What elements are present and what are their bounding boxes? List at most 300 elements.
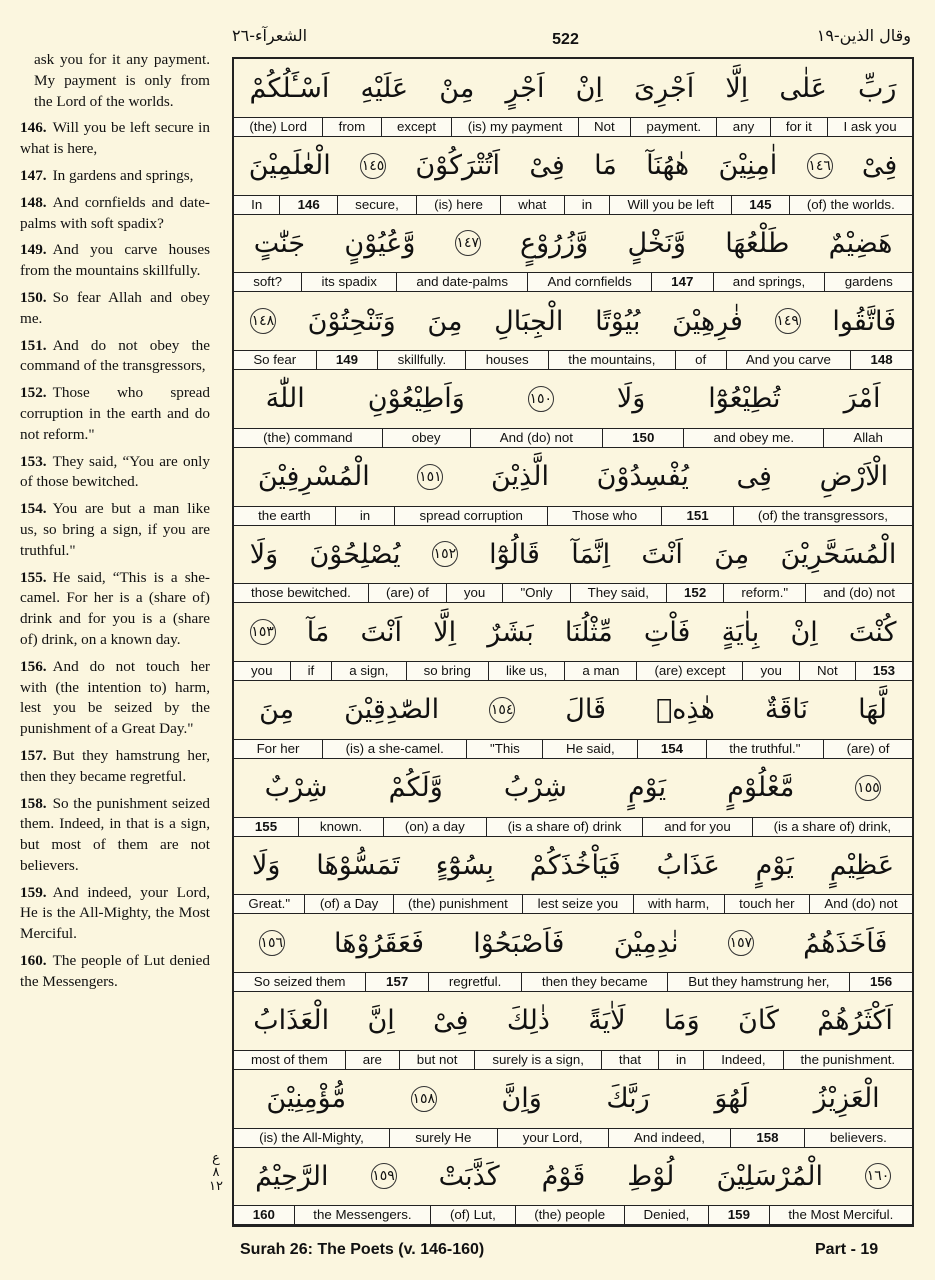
- verse-text: They said, “You are only of those bewitched.: [20, 452, 210, 491]
- verse-translation: [20, 118, 210, 160]
- arabic-word: فٰرِهِيْنَ: [672, 305, 743, 337]
- ayah-number-cell: 151: [661, 507, 732, 525]
- arabic-word: جَنّٰتٍ: [253, 227, 306, 259]
- verse-number: 151.: [20, 336, 47, 354]
- arabic-word: لَاٰيَةً: [588, 1005, 626, 1037]
- verse-text: In gardens and springs,: [52, 166, 194, 184]
- word-translation-cell: (is) a she-camel.: [322, 740, 466, 758]
- verse-translation: [20, 568, 210, 651]
- verse-translation: [20, 499, 210, 561]
- verse-translation: [20, 50, 210, 112]
- translation-line: [234, 1205, 912, 1225]
- ayah-number-marker: ١٤٦: [807, 153, 833, 179]
- word-translation-cell: like us,: [488, 662, 564, 680]
- word-translation-cell: in: [335, 507, 395, 525]
- arabic-word: فِى: [736, 461, 772, 493]
- arabic-word: وَلَا: [249, 538, 279, 570]
- arabic-word: اِلَّا: [433, 616, 457, 648]
- arabic-word: يُصْلِحُوْنَ: [309, 538, 401, 570]
- arabic-word: عَظِيْمٍ: [829, 849, 895, 881]
- translation-line: [234, 195, 912, 215]
- word-translation-cell: any: [716, 118, 769, 136]
- word-translation-cell: Indeed,: [703, 1051, 782, 1069]
- word-translation-cell: that: [601, 1051, 658, 1069]
- word-translation-cell: (are) except: [636, 662, 742, 680]
- grid-row: [234, 1147, 912, 1225]
- arabic-word: اٰمِنِيْنَ: [718, 150, 778, 182]
- arabic-word: فَاْتِ: [643, 616, 691, 648]
- arabic-word: هٰهُنَآ: [646, 150, 690, 182]
- word-translation-cell: regretful.: [428, 973, 521, 991]
- arabic-word: فِىْ: [433, 1005, 469, 1037]
- word-translation-cell: I ask you: [827, 118, 912, 136]
- arabic-word: كَذَّبَتْ: [438, 1160, 500, 1192]
- verse-number: 149.: [20, 241, 47, 259]
- arabic-word: هٰذِهٖ: [656, 694, 715, 726]
- word-translation-cell: the mountains,: [548, 351, 675, 369]
- arabic-word: عَلَيْهِ: [360, 72, 409, 104]
- ayah-number-cell: 160: [252, 1207, 275, 1223]
- verse-number: 154.: [20, 500, 47, 518]
- arabic-word: وَّنَخْلٍ: [627, 227, 686, 259]
- translation-column: [20, 50, 210, 999]
- ayah-number-marker: ١٥٨: [411, 1086, 437, 1112]
- word-translation-cell: So seized them: [253, 974, 346, 990]
- grid-row: [234, 137, 912, 215]
- word-translation-cell: most of them: [250, 1051, 328, 1067]
- word-translation-cell: (the) punishment: [393, 895, 523, 913]
- word-translation-cell: Great.": [248, 896, 291, 912]
- word-translation-cell: (is) my payment: [451, 118, 577, 136]
- verse-text: And do not obey the command of the transgressors,: [20, 336, 210, 375]
- word-translation-cell: reform.": [723, 584, 805, 602]
- word-translation-cell: (are) of: [368, 584, 446, 602]
- word-translation-cell: surely He: [389, 1129, 497, 1147]
- verse-number: 150.: [20, 288, 47, 306]
- ayah-number-marker: ١٤٨: [250, 308, 276, 334]
- arabic-word: الَّذِيْنَ: [491, 461, 549, 493]
- translation-line: [234, 817, 912, 837]
- word-translation-cell: lest seize you: [522, 895, 632, 913]
- arabic-word: الْجِبَالِ: [494, 305, 564, 337]
- word-translation-cell: and date-palms: [396, 273, 527, 291]
- word-translation-cell: and obey me.: [683, 429, 823, 447]
- arabic-word: مَا: [594, 150, 617, 182]
- verse-number: 156.: [20, 657, 47, 675]
- arabic-word: اَجْرٍ: [505, 72, 545, 104]
- word-translation-cell: So fear: [253, 352, 297, 368]
- word-translation-cell: (is a share of) drink: [486, 818, 643, 836]
- word-translation-cell: what: [500, 196, 563, 214]
- word-translation-cell: you: [446, 584, 503, 602]
- verse-text: Those who spread corruption in the earth and do not reform.": [20, 384, 210, 443]
- word-translation-cell: and (do) not: [805, 584, 912, 602]
- word-by-word-grid: [232, 57, 914, 1227]
- verse-number: 160.: [20, 952, 47, 970]
- ayah-number-cell: 145: [731, 196, 789, 214]
- word-translation-cell: you: [251, 663, 273, 679]
- word-translation-cell: the Messengers.: [294, 1206, 431, 1224]
- translation-line: [234, 272, 912, 292]
- arabic-word: قَوْمُ: [541, 1160, 586, 1192]
- ayah-number-marker: ١٤٧: [455, 230, 481, 256]
- word-translation-cell: the Most Merciful.: [769, 1206, 912, 1224]
- arabic-word: اِنْ: [790, 616, 818, 648]
- verse-translation: [20, 166, 210, 187]
- ayah-number-marker: ١٥٥: [855, 775, 881, 801]
- ayah-number-cell: 147: [651, 273, 713, 291]
- arabic-word: اَتُتْرَكُوْنَ: [415, 150, 501, 182]
- word-translation-cell: Will you be left: [609, 196, 731, 214]
- word-translation-cell: Not: [578, 118, 630, 136]
- arabic-word: وَّزُرُوْعٍ: [519, 227, 589, 259]
- verse-text: And indeed, your Lord, He is the All-Mighty, the Most Merciful.: [20, 883, 210, 943]
- arabic-word: رَبِّ: [857, 72, 897, 104]
- arabic-word: لَهُوَ: [714, 1083, 749, 1115]
- word-translation-cell: a sign,: [331, 662, 405, 680]
- verse-translation: [20, 951, 210, 993]
- translation-line: [234, 894, 912, 914]
- arabic-word: بِسُوْٓءٍ: [435, 849, 494, 881]
- ayah-number-cell: 153: [855, 662, 912, 680]
- ayah-number-marker: ١٥٣: [250, 619, 276, 645]
- verse-text: ask you for it any payment. My payment is only from the Lord of the worlds.: [34, 51, 210, 110]
- word-translation-cell: (are) of: [823, 740, 912, 758]
- verse-number: 153.: [20, 452, 47, 470]
- arabic-word: مِنَ: [714, 538, 750, 570]
- arabic-line: [234, 681, 912, 739]
- arabic-word: وَاِنَّ: [501, 1083, 542, 1115]
- grid-row: [234, 836, 912, 914]
- translation-line: [234, 506, 912, 526]
- word-translation-cell: touch her: [724, 895, 809, 913]
- arabic-word: عَذَابُ: [656, 849, 720, 881]
- word-translation-cell: for it: [770, 118, 828, 136]
- arabic-line: [234, 1147, 912, 1205]
- arabic-word: مِنَ: [427, 305, 463, 337]
- verse-translation: [20, 883, 210, 945]
- word-translation-cell: (of) a Day: [304, 895, 392, 913]
- arabic-line: [234, 836, 912, 894]
- verse-translation: [20, 288, 210, 330]
- word-translation-cell: (is) here: [416, 196, 500, 214]
- arabic-line: [234, 59, 912, 117]
- ayah-number-marker: ١٥٤: [489, 697, 515, 723]
- arabic-word: الْعَزِيْزُ: [813, 1083, 880, 1115]
- arabic-word: وَتَنْحِتُوْنَ: [307, 305, 396, 337]
- arabic-word: لَّهَا: [858, 694, 887, 726]
- word-translation-cell: you: [742, 662, 799, 680]
- word-translation-cell: For her: [256, 740, 300, 756]
- arabic-word: فَعَقَرُوْهَا: [334, 927, 424, 959]
- verse-number: 152.: [20, 384, 47, 402]
- word-translation-cell: the earth: [258, 507, 311, 523]
- ayah-number-marker: ١٥٦: [259, 930, 285, 956]
- word-translation-cell: They said,: [570, 584, 666, 602]
- verse-translation: [20, 193, 210, 235]
- word-translation-cell: "This: [466, 740, 542, 758]
- word-translation-cell: (of) the transgressors,: [733, 507, 912, 525]
- ayah-number-marker: ١٥٢: [432, 541, 458, 567]
- word-translation-cell: (is) the All-Mighty,: [259, 1129, 364, 1145]
- word-translation-cell: And you carve: [726, 351, 851, 369]
- arabic-word: الْاَرْضِ: [819, 461, 889, 493]
- arabic-line: [234, 292, 912, 350]
- word-translation-cell: And (do) not: [809, 895, 912, 913]
- verse-translation: [20, 794, 210, 877]
- translation-line: [234, 583, 912, 603]
- word-translation-cell: (of) Lut,: [430, 1206, 514, 1224]
- arabic-word: وَمَا: [663, 1005, 700, 1037]
- word-translation-cell: And indeed,: [608, 1129, 730, 1147]
- verse-text: He said, “This is a she-camel. For her is a (share of) drink and for you is a (share of) drink, on a known day.: [20, 568, 210, 648]
- arabic-line: [234, 759, 912, 817]
- verse-text: And cornfields and date-palms with soft spadix?: [20, 193, 210, 232]
- word-translation-cell: obey: [382, 429, 470, 447]
- word-translation-cell: known.: [298, 818, 383, 836]
- ayah-number-cell: 149: [316, 351, 378, 369]
- word-translation-cell: (the) Lord: [249, 119, 307, 134]
- word-translation-cell: (on) a day: [383, 818, 486, 836]
- arabic-word: وَلَا: [616, 383, 646, 415]
- arabic-word: مَّعْلُوْمٍ: [727, 772, 795, 804]
- ayah-number-cell: 155: [254, 818, 278, 834]
- translation-line: [234, 661, 912, 681]
- arabic-word: الْمُرْسَلِيْنَ: [716, 1160, 823, 1192]
- verse-text: Will you be left secure in what is here,: [20, 119, 210, 158]
- grid-row: [234, 681, 912, 759]
- verse-number: 147.: [20, 166, 47, 184]
- arabic-line: [234, 1070, 912, 1128]
- word-translation-cell: its spadix: [301, 273, 396, 291]
- arabic-word: اَمْرَ: [843, 383, 881, 415]
- word-translation-cell: surely is a sign,: [474, 1051, 601, 1069]
- arabic-word: كُنْتَ: [848, 616, 897, 648]
- grid-row: [234, 370, 912, 448]
- grid-row: [234, 1070, 912, 1148]
- grid-row: [234, 59, 912, 137]
- word-translation-cell: Denied,: [624, 1206, 708, 1224]
- header-surah-name: الشعرآء-٢٦: [232, 26, 308, 45]
- verse-number: 157.: [20, 746, 47, 764]
- word-translation-cell: a man: [564, 662, 636, 680]
- grid-row: [234, 292, 912, 370]
- arabic-word: قَالَ: [565, 694, 606, 726]
- ayah-number-marker: ١٤٥: [360, 153, 386, 179]
- word-translation-cell: (the) command: [263, 429, 353, 445]
- arabic-word: اَجْرِىَ: [634, 72, 695, 104]
- arabic-word: الْعَذَابُ: [253, 1005, 330, 1037]
- arabic-word: بُيُوْتًا: [595, 305, 641, 337]
- word-translation-cell: spread corruption: [394, 507, 547, 525]
- arabic-word: وَّعُيُوْنٍ: [344, 227, 416, 259]
- arabic-word: شِرْبٌ: [264, 772, 328, 804]
- word-translation-cell: and springs,: [713, 273, 825, 291]
- word-translation-cell: payment.: [630, 118, 716, 136]
- arabic-word: مُّؤْمِنِيْنَ: [266, 1083, 347, 1115]
- word-translation-cell: with harm,: [633, 895, 724, 913]
- word-translation-cell: In: [251, 196, 263, 212]
- arabic-word: مِّثْلُنَا: [564, 616, 613, 648]
- translation-line: [234, 972, 912, 992]
- verse-number: 158.: [20, 794, 47, 812]
- arabic-word: تَمَسُّوْهَا: [316, 849, 400, 881]
- arabic-word: ذٰلِكَ: [506, 1005, 550, 1037]
- arabic-word: اَكْثَرُهُمْ: [817, 1005, 893, 1037]
- arabic-word: بَشَرٌ: [487, 616, 534, 648]
- verse-text: So fear Allah and obey me.: [20, 288, 210, 327]
- word-translation-cell: then they became: [521, 973, 667, 991]
- word-translation-cell: secure,: [337, 196, 416, 214]
- translation-line: [234, 1050, 912, 1070]
- word-translation-cell: believers.: [804, 1129, 912, 1147]
- ayah-number-cell: 154: [637, 740, 705, 758]
- arabic-word: نٰدِمِيْنَ: [613, 927, 679, 959]
- word-translation-cell: But they hamstrung her,: [667, 973, 849, 991]
- arabic-word: قَالُوْٓا: [489, 538, 540, 570]
- arabic-word: رَبَّكَ: [606, 1083, 650, 1115]
- arabic-word: الصّٰدِقِيْنَ: [344, 694, 440, 726]
- verse-number: 159.: [20, 883, 47, 901]
- arabic-word: اللّٰهَ: [265, 383, 305, 415]
- arabic-word: الْعٰلَمِيْنَ: [248, 150, 331, 182]
- ruku-marker: ع ٨ ١٢: [209, 1151, 223, 1194]
- translation-line: [234, 117, 912, 137]
- arabic-line: [234, 603, 912, 661]
- word-translation-cell: and for you: [642, 818, 751, 836]
- ayah-number-cell: 152: [666, 584, 723, 602]
- grid-row: [234, 603, 912, 681]
- word-translation-cell: He said,: [542, 740, 637, 758]
- word-translation-cell: of: [675, 351, 726, 369]
- ayah-number-marker: ١٥٠: [528, 386, 554, 412]
- arabic-word: اِنَّمَآ: [571, 538, 611, 570]
- arabic-word: اَنْتَ: [360, 616, 403, 648]
- word-translation-cell: except: [381, 118, 452, 136]
- arabic-word: بِاٰيَةٍ: [721, 616, 760, 648]
- verse-translation: [20, 746, 210, 788]
- arabic-word: شِرْبُ: [503, 772, 567, 804]
- verse-text: And do not touch her with (the intention to) harm, lest you be seized by the punishment of a Great Day.": [20, 657, 210, 738]
- word-translation-cell: And (do) not: [470, 429, 602, 447]
- verse-text: But they hamstrung her, then they became regretful.: [20, 746, 210, 785]
- ayah-number-marker: ١٦٠: [865, 1163, 891, 1189]
- arabic-word: نَاقَةٌ: [764, 694, 808, 726]
- verse-number: 155.: [20, 568, 47, 586]
- word-translation-cell: are: [345, 1051, 399, 1069]
- arabic-line: [234, 214, 912, 272]
- arabic-line: [234, 448, 912, 506]
- word-translation-cell: houses: [465, 351, 548, 369]
- grid-row: [234, 448, 912, 526]
- ayah-number-marker: ١٥٩: [371, 1163, 397, 1189]
- verse-text: You are but a man like us, so bring a sign, if you are truthful.": [20, 500, 210, 559]
- arabic-word: هَضِيْمٌ: [828, 227, 893, 259]
- word-translation-cell: the truthful.": [706, 740, 823, 758]
- verse-translation: [20, 240, 210, 282]
- arabic-word: الْمُسْرِفِيْنَ: [257, 461, 370, 493]
- word-translation-cell: if: [290, 662, 332, 680]
- word-translation-cell: gardens: [824, 273, 912, 291]
- arabic-word: طَلْعُهَا: [725, 227, 790, 259]
- verse-translation: [20, 336, 210, 378]
- word-translation-cell: And cornfields: [527, 273, 651, 291]
- arabic-word: وَاَطِيْعُوْنِ: [367, 383, 465, 415]
- word-translation-cell: your Lord,: [497, 1129, 608, 1147]
- arabic-word: اِلَّا: [725, 72, 749, 104]
- word-translation-cell: in: [658, 1051, 703, 1069]
- word-translation-cell: soft?: [253, 274, 283, 290]
- translation-line: [234, 1128, 912, 1148]
- verse-text: The people of Lut denied the Messengers.: [20, 952, 210, 990]
- ayah-number-marker: ١٥١: [417, 464, 443, 490]
- arabic-line: [234, 914, 912, 972]
- ayah-number-cell: 159: [708, 1206, 769, 1224]
- verse-text: So the punishment seized them. Indeed, in that is a sign, but most of them are not believers.: [20, 794, 210, 874]
- word-translation-cell: (is a share of) drink,: [752, 818, 912, 836]
- word-translation-cell: (of) the worlds.: [789, 196, 912, 214]
- arabic-word: يُفْسِدُوْنَ: [596, 461, 689, 493]
- word-translation-cell: the punishment.: [783, 1051, 913, 1069]
- verse-number: 146.: [20, 119, 47, 137]
- word-translation-cell: Those who: [547, 507, 661, 525]
- arabic-word: الْمُسَحَّرِيْنَ: [780, 538, 897, 570]
- arabic-word: اَسْـَٔلُكُمْ: [249, 72, 330, 104]
- footer-surah-info: Surah 26: The Poets (v. 146-160): [240, 1241, 485, 1258]
- verse-translation: [20, 657, 210, 740]
- arabic-word: كَانَ: [737, 1005, 779, 1037]
- arabic-word: اِنْ: [575, 72, 603, 104]
- arabic-word: مِنْ: [439, 72, 475, 104]
- word-translation-cell: those bewitched.: [251, 585, 351, 601]
- word-translation-cell: Not: [799, 662, 855, 680]
- word-translation-cell: but not: [399, 1051, 475, 1069]
- arabic-line: [234, 370, 912, 428]
- ayah-number-cell: 146: [279, 196, 337, 214]
- verse-translation: [20, 383, 210, 445]
- arabic-line: [234, 525, 912, 583]
- arabic-word: وَّلَكُمْ: [388, 772, 443, 804]
- arabic-word: عَلٰى: [779, 72, 827, 104]
- word-translation-cell: Allah: [823, 429, 912, 447]
- word-translation-cell: in: [564, 196, 610, 214]
- ayah-number-cell: 156: [849, 973, 912, 991]
- verse-text: And you carve houses from the mountains skillfully.: [20, 241, 210, 280]
- arabic-word: لُوْطِ: [627, 1160, 675, 1192]
- word-translation-cell: skillfully.: [377, 351, 465, 369]
- grid-row: [234, 525, 912, 603]
- arabic-word: فَاَخَذَهُمُ: [803, 927, 888, 959]
- ayah-number-cell: 150: [602, 429, 683, 447]
- arabic-line: [234, 137, 912, 195]
- arabic-word: فَاَصْبَحُوْا: [473, 927, 565, 959]
- ayah-number-marker: ١٤٩: [775, 308, 801, 334]
- header-juz-name: وقال الذين-١٩: [816, 26, 911, 45]
- word-translation-cell: "Only: [502, 584, 569, 602]
- grid-row: [234, 214, 912, 292]
- arabic-word: مَآ: [306, 616, 330, 648]
- arabic-word: اَنْتَ: [641, 538, 683, 570]
- word-translation-cell: (the) people: [515, 1206, 624, 1224]
- translation-line: [234, 428, 912, 448]
- arabic-word: يَوْمٍ: [627, 772, 667, 804]
- arabic-word: الرَّحِيْمُ: [255, 1160, 329, 1192]
- verse-translation: [20, 452, 210, 494]
- arabic-line: [234, 992, 912, 1050]
- ayah-number-cell: 158: [730, 1129, 804, 1147]
- arabic-word: فَيَاْخُذَكُمْ: [529, 849, 621, 881]
- arabic-word: فِىْ: [529, 150, 565, 182]
